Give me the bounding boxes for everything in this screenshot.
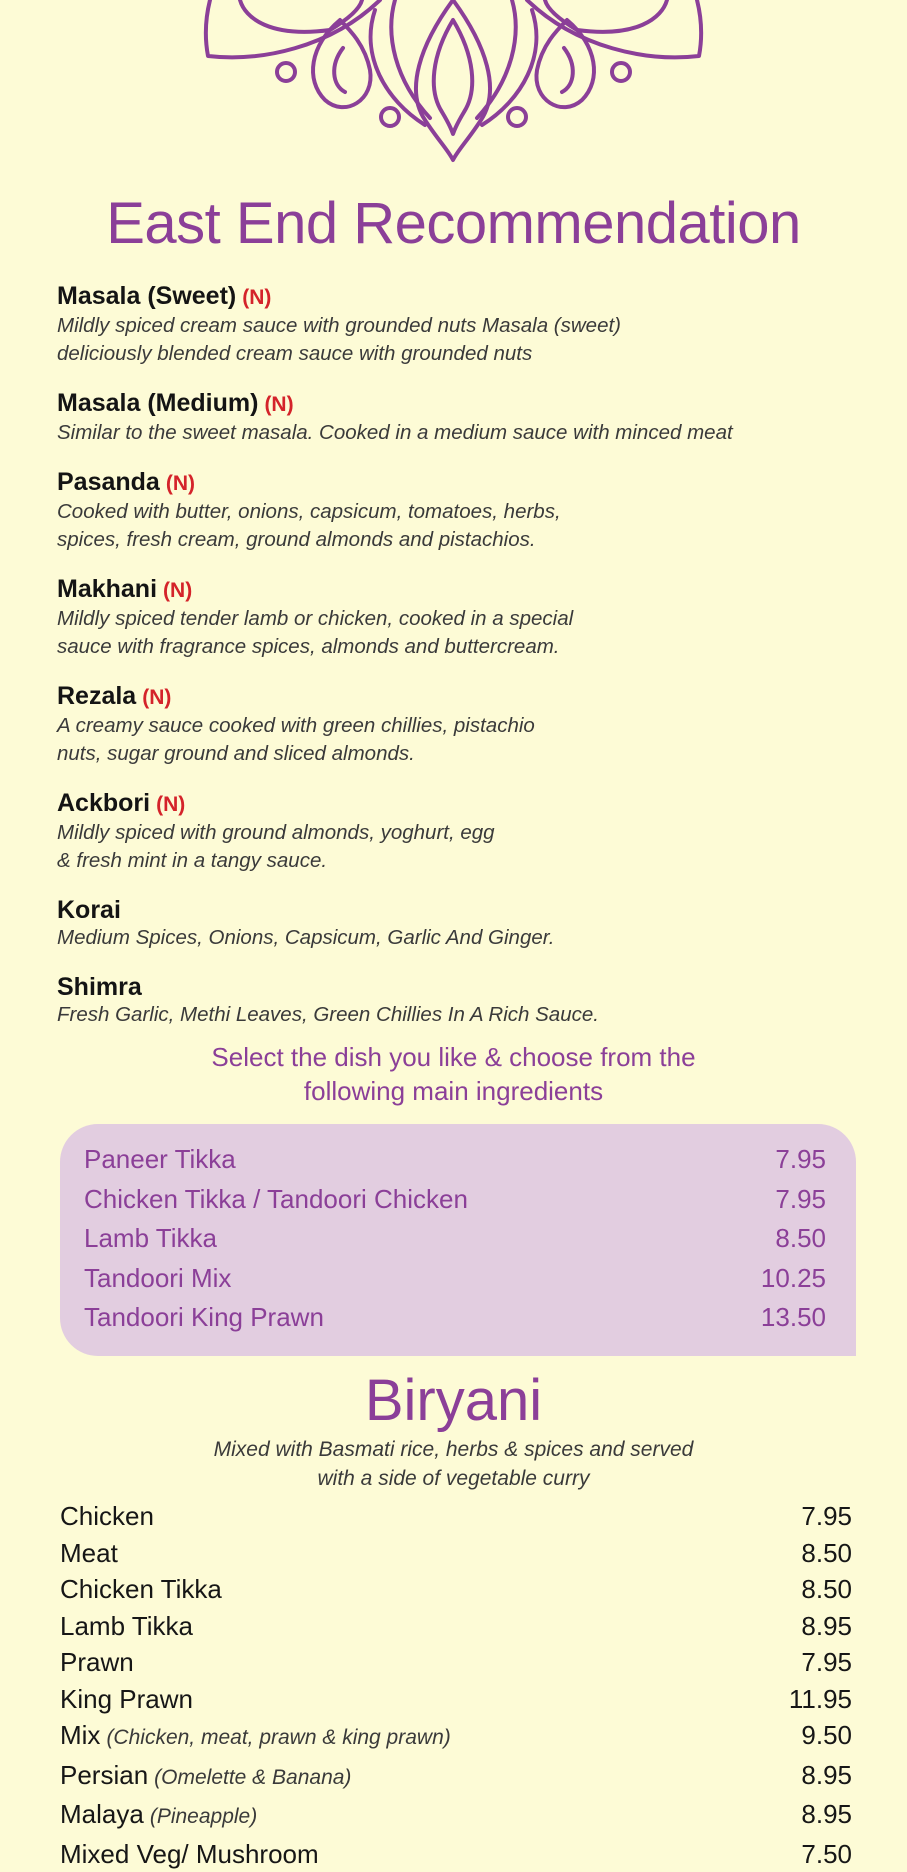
ingredient-name: Tandoori Mix: [84, 1263, 231, 1293]
biryani-row: [60, 1644, 852, 1681]
biryani-row: [60, 1796, 852, 1836]
ingredients-box: [60, 1124, 856, 1356]
biryani-item-price: 11.95: [789, 1681, 852, 1718]
dish-name: Shimra: [57, 973, 142, 1001]
biryani-item-name: Prawn: [60, 1647, 134, 1677]
biryani-item-price: 9.50: [801, 1717, 852, 1757]
dish-item: [57, 389, 857, 447]
ingredient-row: [84, 1302, 826, 1332]
dish-description: Mildly spiced with ground almonds, yoghurt, egg & fresh mint in a tangy sauce.: [57, 819, 857, 875]
biryani-item-name: Lamb Tikka: [60, 1611, 193, 1641]
biryani-item-price: 8.50: [801, 1535, 852, 1572]
biryani-item-detail: (Pineapple): [150, 1805, 257, 1828]
ingredient-name: Tandoori King Prawn: [84, 1302, 324, 1332]
ingredient-price: 7.95: [775, 1144, 826, 1174]
biryani-note: Mixed with Basmati rice, herbs & spices and served with a side of vegetable curry: [0, 1435, 907, 1493]
dish-item: [57, 789, 857, 875]
nut-tag: (N): [242, 286, 271, 309]
dish-item: [57, 682, 857, 768]
dish-list: [57, 282, 857, 1050]
biryani-item: [60, 1681, 193, 1718]
biryani-item-price: 7.95: [801, 1644, 852, 1681]
mandala-icon: [0, 0, 907, 170]
biryani-item: [60, 1608, 193, 1645]
biryani-item: [60, 1796, 257, 1836]
biryani-row: [60, 1757, 852, 1797]
biryani-item: [60, 1571, 222, 1608]
dish-description: Medium Spices, Onions, Capsicum, Garlic And Ginger.: [57, 924, 857, 952]
biryani-item-name: King Prawn: [60, 1684, 193, 1714]
biryani-row: [60, 1498, 852, 1535]
dish-name: Makhani: [57, 575, 157, 603]
ingredient-price: 7.95: [775, 1184, 826, 1214]
biryani-row: [60, 1535, 852, 1572]
recommendation-title: East End Recommendation: [0, 190, 907, 257]
dish-name-line: [57, 389, 857, 419]
dish-description: Similar to the sweet masala. Cooked in a medium sauce with minced meat: [57, 419, 857, 447]
biryani-item: [60, 1717, 451, 1757]
ingredient-row: [84, 1184, 826, 1214]
ingredient-price: 13.50: [761, 1302, 826, 1332]
ingredient-price: 8.50: [775, 1223, 826, 1253]
biryani-item: [60, 1498, 154, 1535]
biryani-item-name: Persian: [60, 1760, 148, 1790]
biryani-item-price: 7.50: [801, 1836, 852, 1872]
biryani-list: [60, 1498, 852, 1872]
biryani-row: [60, 1836, 852, 1872]
dish-description: A creamy sauce cooked with green chillies, pistachio nuts, sugar ground and sliced almonds.: [57, 712, 857, 768]
biryani-title: Biryani: [0, 1367, 907, 1434]
biryani-item: [60, 1535, 118, 1572]
dish-name-line: [57, 789, 857, 819]
biryani-item-name: Mix: [60, 1720, 100, 1750]
dish-name: Masala (Medium): [57, 389, 258, 417]
biryani-item-detail: (Omelette & Banana): [154, 1766, 351, 1789]
ingredient-name: Paneer Tikka: [84, 1144, 236, 1174]
dish-name-line: [57, 575, 857, 605]
dish-name: Masala (Sweet): [57, 282, 236, 310]
biryani-row: [60, 1571, 852, 1608]
biryani-row: [60, 1681, 852, 1718]
ingredient-name: Chicken Tikka / Tandoori Chicken: [84, 1184, 468, 1214]
dish-description: Cooked with butter, onions, capsicum, tomatoes, herbs, spices, fresh cream, ground almonds and pistachios.: [57, 498, 857, 554]
select-note: Select the dish you like & choose from the following main ingredients: [0, 1040, 907, 1108]
dish-item: [57, 973, 857, 1029]
dish-item: [57, 896, 857, 952]
ingredient-price: 10.25: [761, 1263, 826, 1293]
nut-tag: (N): [264, 393, 293, 416]
dish-name: Korai: [57, 896, 121, 924]
biryani-item-price: 8.95: [801, 1757, 852, 1797]
dish-name-line: [57, 282, 857, 312]
dish-name: Pasanda: [57, 468, 160, 496]
biryani-item-price: 8.95: [801, 1608, 852, 1645]
dish-name: Rezala: [57, 682, 136, 710]
biryani-item-name: Chicken: [60, 1501, 154, 1531]
nut-tag: (N): [142, 686, 171, 709]
biryani-item-detail: (Chicken, meat, prawn & king prawn): [106, 1726, 450, 1749]
dish-description: Mildly spiced cream sauce with grounded nuts Masala (sweet) deliciously blended cream sauce with grounded nuts: [57, 312, 857, 368]
ingredient-row: [84, 1263, 826, 1293]
dish-name-line: [57, 468, 857, 498]
biryani-item-name: Chicken Tikka: [60, 1574, 222, 1604]
dish-description: Fresh Garlic, Methi Leaves, Green Chillies In A Rich Sauce.: [57, 1001, 857, 1029]
biryani-item-price: 8.95: [801, 1796, 852, 1836]
dish-name: Ackbori: [57, 789, 150, 817]
biryani-item-name: Malaya: [60, 1799, 144, 1829]
biryani-item-name: Meat: [60, 1538, 118, 1568]
dish-item: [57, 575, 857, 661]
ingredient-row: [84, 1223, 826, 1253]
ingredient-name: Lamb Tikka: [84, 1223, 217, 1253]
dish-description: Mildly spiced tender lamb or chicken, cooked in a special sauce with fragrance spices, almonds and buttercream.: [57, 605, 857, 661]
nut-tag: (N): [166, 472, 195, 495]
biryani-item-price: 8.50: [801, 1571, 852, 1608]
biryani-item-price: 7.95: [801, 1498, 852, 1535]
dish-name-line: [57, 682, 857, 712]
nut-tag: (N): [163, 579, 192, 602]
dish-name-line: [57, 896, 857, 924]
dish-name-line: [57, 973, 857, 1001]
dish-item: [57, 468, 857, 554]
dish-item: [57, 282, 857, 368]
biryani-item-name: Mixed Veg/ Mushroom: [60, 1839, 319, 1869]
biryani-row: [60, 1608, 852, 1645]
biryani-row: [60, 1717, 852, 1757]
biryani-item: [60, 1757, 351, 1797]
nut-tag: (N): [156, 793, 185, 816]
biryani-item: [60, 1644, 134, 1681]
ingredient-row: [84, 1144, 826, 1174]
biryani-item: [60, 1836, 319, 1872]
